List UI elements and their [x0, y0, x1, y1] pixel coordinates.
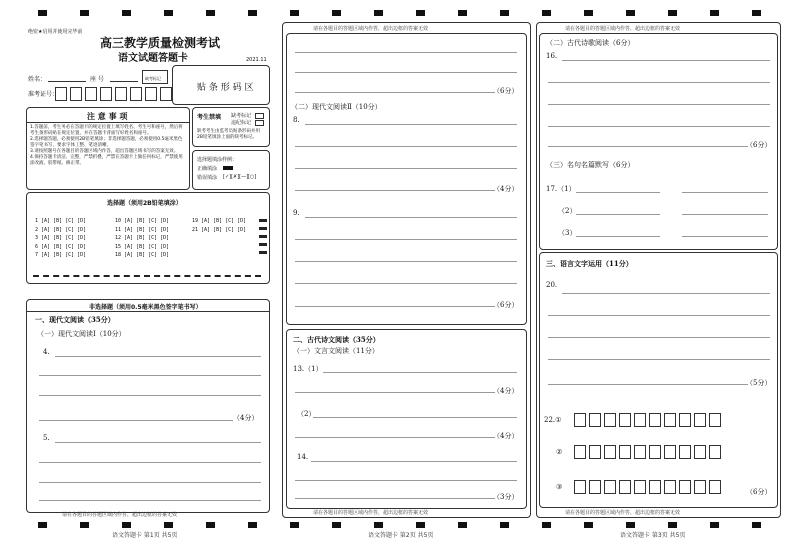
question-13-1-score: （4分） — [493, 387, 519, 395]
answer-line[interactable] — [682, 214, 768, 215]
name-field[interactable] — [48, 81, 86, 82]
status-box — [192, 107, 270, 147]
section-3-heading: 三、语言文字运用（11分） — [546, 259, 633, 268]
fill-example-title: 选择题填涂样例： — [197, 157, 238, 163]
question-17-3-label: （3） — [558, 229, 577, 237]
answer-line[interactable] — [548, 315, 770, 316]
answer-area-language — [539, 252, 778, 508]
answer-line[interactable] — [295, 392, 495, 393]
section-1-heading: 一、现代文阅读（35分） — [35, 315, 115, 324]
grid-row-22-2[interactable] — [574, 444, 724, 463]
question-8-score: （4分） — [493, 185, 519, 193]
answer-line[interactable] — [305, 217, 517, 218]
answer-line[interactable] — [311, 461, 517, 462]
exam-no-label: 准考证号： — [28, 91, 59, 98]
non-mc-section — [26, 299, 270, 513]
mc-row[interactable]: 2 [A] [B] [C] [D] — [35, 226, 87, 233]
answer-line[interactable] — [313, 417, 517, 418]
exam-date: 2021.11 — [246, 57, 267, 63]
answer-area-poetry — [539, 33, 778, 250]
question-6-score: （6分） — [493, 87, 519, 95]
absent-mark-label: 缺考标记 — [231, 113, 252, 119]
question-17-1-label: 17.（1） — [546, 185, 576, 193]
question-13-2-label: （2） — [297, 410, 316, 418]
question-14-score: （3分） — [493, 493, 519, 501]
notice-item: 4.保持答题卡清洁、完整，严禁折叠，严禁在答题卡上做任何标记，严禁使用涂改液、胶带纸、修正带。 — [30, 155, 183, 166]
grid-row-22-1[interactable] — [574, 412, 724, 431]
exam-subtitle: 语文试题答题卡 — [118, 53, 188, 64]
header-note: 绝密★启用并使用完毕前 — [28, 29, 83, 35]
answer-line[interactable] — [576, 192, 660, 193]
notice-items — [30, 125, 186, 167]
answer-line[interactable] — [39, 462, 261, 463]
notice-item: 2.选择题答题，必须使用2B铅笔填涂；非选择题答题，必须使用0.5毫米黑色签字笔书写，要求字体工整、笔迹清晰。 — [30, 137, 183, 148]
answer-line[interactable] — [39, 482, 261, 483]
answer-line[interactable] — [562, 293, 770, 294]
page-2 — [282, 22, 531, 518]
answer-line[interactable] — [39, 500, 261, 501]
answer-line[interactable] — [39, 420, 233, 421]
non-mc-title: 非选择题（须用0.5毫米黑色签字笔书写） — [89, 304, 202, 311]
question-16-label: 16. — [546, 52, 558, 60]
notice-item: 1.答题前，考生务必在答题卡的规定位置上填写姓名、考生号和座号，然后将考生条形码贴在规定位置，并在答题卡背面写好姓名和座号。 — [30, 125, 183, 136]
question-20-label: 20. — [546, 281, 558, 289]
question-20-score: （5分） — [746, 379, 772, 387]
answer-line[interactable] — [295, 92, 495, 93]
answer-line[interactable] — [295, 190, 495, 191]
answer-line[interactable] — [548, 104, 770, 105]
answer-line[interactable] — [295, 480, 517, 481]
question-5-label: 5. — [43, 434, 50, 442]
question-4-label: 4. — [43, 348, 50, 356]
fill-wrong-label: 错误填涂 — [197, 175, 218, 181]
boundary-note: 请在各题目的答题区域内作答，超出边框的答案无效 — [313, 510, 429, 516]
answer-line[interactable] — [323, 372, 517, 373]
mc-row[interactable]: 21 [A] [B] [C] [D] — [192, 226, 247, 233]
answer-line[interactable] — [295, 283, 517, 284]
seat-label: 座 号 — [90, 76, 104, 83]
subsection-5-heading: （三）名句名篇默写（6分） — [546, 161, 635, 169]
question-4-score: （4分） — [233, 414, 259, 422]
exam-no-boxes[interactable] — [55, 86, 175, 105]
mc-col-2[interactable] — [115, 217, 169, 260]
page-footer: 语文答题卡 第1页 共5页 — [112, 532, 178, 539]
answer-line[interactable] — [682, 236, 768, 237]
subsection-1-heading: （一）现代文阅读Ⅰ（10分） — [37, 330, 126, 338]
mc-row[interactable]: 7 [A] [B] [C] [D] — [35, 252, 87, 258]
answer-line[interactable] — [548, 359, 770, 360]
answer-area-classical — [286, 329, 527, 509]
subsection-4-heading: （二）古代诗歌阅读（6分） — [546, 39, 635, 47]
question-22-2-label: ② — [556, 448, 563, 456]
answer-line[interactable] — [682, 192, 768, 193]
mc-row[interactable]: 11 [A] [B] [C] [D] — [115, 226, 170, 233]
exam-title: 高三教学质量检测考试 — [100, 36, 221, 50]
mc-col-3[interactable] — [192, 217, 246, 234]
answer-line[interactable] — [295, 146, 517, 147]
violation-mark-box[interactable] — [255, 120, 264, 126]
question-13-2-score: （4分） — [493, 432, 519, 440]
mc-row[interactable]: 1 [A] [B] [C] [D] — [35, 218, 87, 224]
mc-section — [26, 192, 270, 284]
answer-line[interactable] — [39, 375, 261, 376]
answer-line[interactable] — [548, 82, 770, 83]
absent-mark-box[interactable] — [255, 113, 264, 119]
page-footer: 语文答题卡 第2页 共5页 — [368, 532, 434, 539]
answer-line[interactable] — [562, 60, 770, 61]
mc-title: 选择题（须用2B铅笔填涂） — [107, 200, 182, 207]
question-14-label: 14. — [297, 453, 309, 461]
answer-line[interactable] — [295, 168, 517, 169]
mc-row[interactable]: 19 [A] [B] [C] [D] — [192, 218, 247, 224]
grid-row-22-3[interactable] — [574, 479, 724, 498]
answer-line[interactable] — [295, 437, 495, 438]
name-label: 姓名： — [28, 76, 47, 83]
notice-box — [26, 107, 190, 190]
notice-item: 3.请按照题号在各题目的答题区域内作答，超出答题区域书写的答案无效。 — [30, 149, 179, 154]
status-desc: 缺考考生由监考员贴条形码并用2B铅笔填涂上面的缺考标记。 — [197, 129, 260, 140]
page-3 — [536, 22, 781, 518]
mc-row[interactable]: 6 [A] [B] [C] [D] — [35, 243, 87, 250]
mc-row[interactable]: 10 [A] [B] [C] [D] — [115, 218, 170, 224]
question-17-2-label: （2） — [558, 207, 577, 215]
notice-title: 注 意 事 项 — [87, 111, 128, 121]
answer-line[interactable] — [295, 261, 517, 262]
mc-col-1[interactable] — [35, 217, 86, 260]
boundary-note: 请在各题目的答题区域内作答，超出边框的答案无效 — [62, 512, 178, 518]
mc-row[interactable]: 3 [A] [B] [C] [D] — [35, 235, 87, 241]
mc-row[interactable]: 15 [A] [B] [C] [D] — [115, 243, 170, 250]
answer-line[interactable] — [548, 146, 748, 147]
barcode-area-label: 贴 条 形 码 区 — [197, 83, 254, 93]
status-title: 考生禁填 — [197, 114, 222, 121]
fill-example-box — [192, 150, 270, 190]
question-22-3-label: ③ — [556, 483, 563, 491]
section-2-heading: 二、古代诗文阅读（35分） — [293, 335, 380, 344]
fill-correct-sample — [223, 166, 233, 170]
fill-correct-label: 正确填涂 — [197, 166, 218, 172]
answer-line[interactable] — [295, 52, 517, 53]
boundary-note: 请在各题目的答题区域内作答，超出边框的答案无效 — [565, 26, 681, 32]
answer-line[interactable] — [576, 214, 660, 215]
answer-area-modern-2 — [286, 33, 527, 325]
absent-stamp-box — [142, 70, 168, 84]
question-22-score: （6分） — [746, 488, 772, 496]
question-8-label: 8. — [293, 116, 300, 124]
question-13-1-label: 13.（1） — [293, 365, 323, 373]
subsection-2-heading: （二）现代文阅读Ⅱ（10分） — [291, 103, 382, 111]
question-9-label: 9. — [293, 209, 300, 217]
barcode-area — [172, 65, 270, 105]
mc-row[interactable]: 18 [A] [B] [C] [D] — [115, 252, 170, 258]
answer-line[interactable] — [295, 72, 517, 73]
boundary-note: 请在各题目的答题区域内作答，超出边框的答案无效 — [313, 26, 429, 32]
question-9-score: （6分） — [493, 301, 519, 309]
answer-line[interactable] — [295, 239, 517, 240]
answer-line[interactable] — [305, 124, 517, 125]
mc-bottom-marks — [33, 275, 261, 277]
question-22-1-label: 22.① — [544, 416, 562, 424]
answer-line[interactable] — [548, 337, 770, 338]
subsection-3-heading: （一）文言文阅读（11分） — [293, 347, 379, 355]
answer-line[interactable] — [548, 384, 748, 385]
answer-line[interactable] — [55, 442, 261, 443]
fill-wrong-sample: [✓][✗][—][○] — [223, 174, 257, 180]
violation-mark-label: 违纪标记 — [231, 120, 252, 126]
answer-line[interactable] — [548, 126, 770, 127]
answer-line[interactable] — [576, 236, 660, 237]
answer-line[interactable] — [55, 356, 261, 357]
boundary-note: 请在各题目的答题区域内作答，超出边框的答案无效 — [565, 510, 681, 516]
question-16-score: （6分） — [746, 141, 772, 149]
answer-line[interactable] — [295, 498, 495, 499]
seat-field[interactable] — [110, 81, 138, 82]
page-footer: 语文答题卡 第3页 共5页 — [620, 532, 686, 539]
mc-row[interactable]: 12 [A] [B] [C] [D] — [115, 235, 170, 241]
absent-stamp-label: 缺考标记 — [145, 76, 162, 82]
answer-line[interactable] — [39, 395, 261, 396]
answer-line[interactable] — [295, 306, 495, 307]
